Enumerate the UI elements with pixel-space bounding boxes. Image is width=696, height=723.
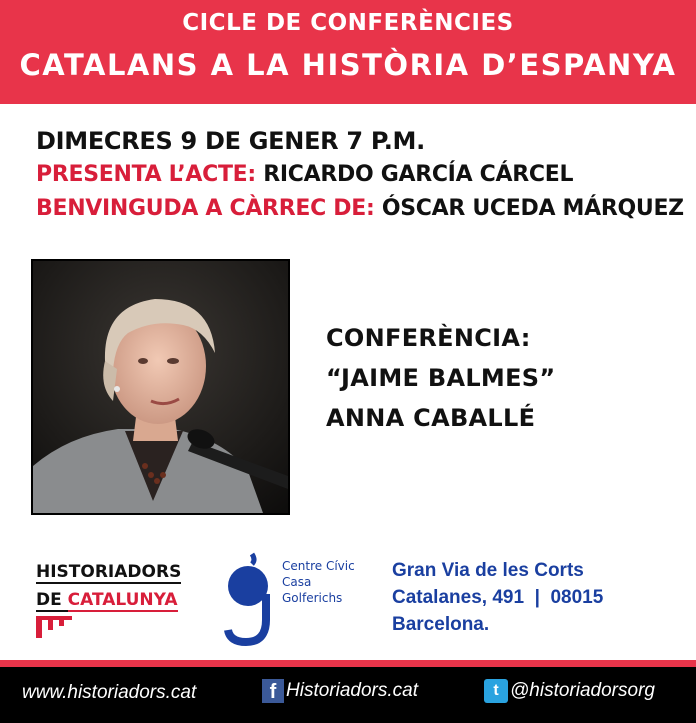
casa-line1: Centre Cívic [282,559,355,573]
g-logo-icon [222,550,280,648]
welcome-name: ÓSCAR UCEDA MÁRQUEZ [381,196,684,221]
twitter-handle: @historiadorsorg [510,680,655,701]
address-line2: Catalanes, 491 | 08015 [392,587,604,608]
venue-address [392,557,603,638]
welcome-line [36,192,684,226]
header-subtitle: CICLE DE CONFERÈNCIES [182,10,514,36]
conference-topic: “JAIME BALMES” [326,364,556,392]
header-title: CATALANS A LA HISTÒRIA D’ESPANYA [19,48,677,82]
conference-info [326,318,555,438]
historiadors-marks-icon [36,616,76,638]
conference-speaker: ANNA CABALLÉ [326,404,536,432]
event-date: DIMECRES 9 DE GENER 7 P.M. [36,127,425,155]
historiadors-logo-prefix: DE [36,590,68,610]
twitter-link[interactable] [484,679,655,703]
historiadors-logo-accent: CATALUNYA [67,590,178,610]
casa-line3: Golferichs [282,591,343,605]
conference-label: CONFERÈNCIA: [326,324,531,352]
website-link[interactable]: www.historiadors.cat [22,682,197,703]
speaker-photo [31,259,290,515]
footer [0,667,696,723]
casa-line2: Casa [282,575,312,589]
presenter-label: PRESENTA L’ACTE: [36,162,256,187]
presenter-name: RICARDO GARCÍA CÁRCEL [263,162,574,187]
address-line1: Gran Via de les Corts [392,560,584,581]
facebook-link[interactable] [262,679,418,703]
facebook-handle: Historiadors.cat [286,680,418,701]
event-info [36,124,684,226]
historiadors-logo [36,558,186,614]
historiadors-logo-line1: HISTORIADORS [36,562,182,582]
twitter-icon: t [484,679,508,703]
header-banner [0,0,696,104]
facebook-icon: f [262,679,284,703]
casa-golferichs-logo [222,548,372,648]
footer-divider [0,660,696,667]
address-line3: Barcelona. [392,614,490,635]
welcome-label: BENVINGUDA A CÀRREC DE: [36,196,375,221]
presenter-line [36,158,684,192]
